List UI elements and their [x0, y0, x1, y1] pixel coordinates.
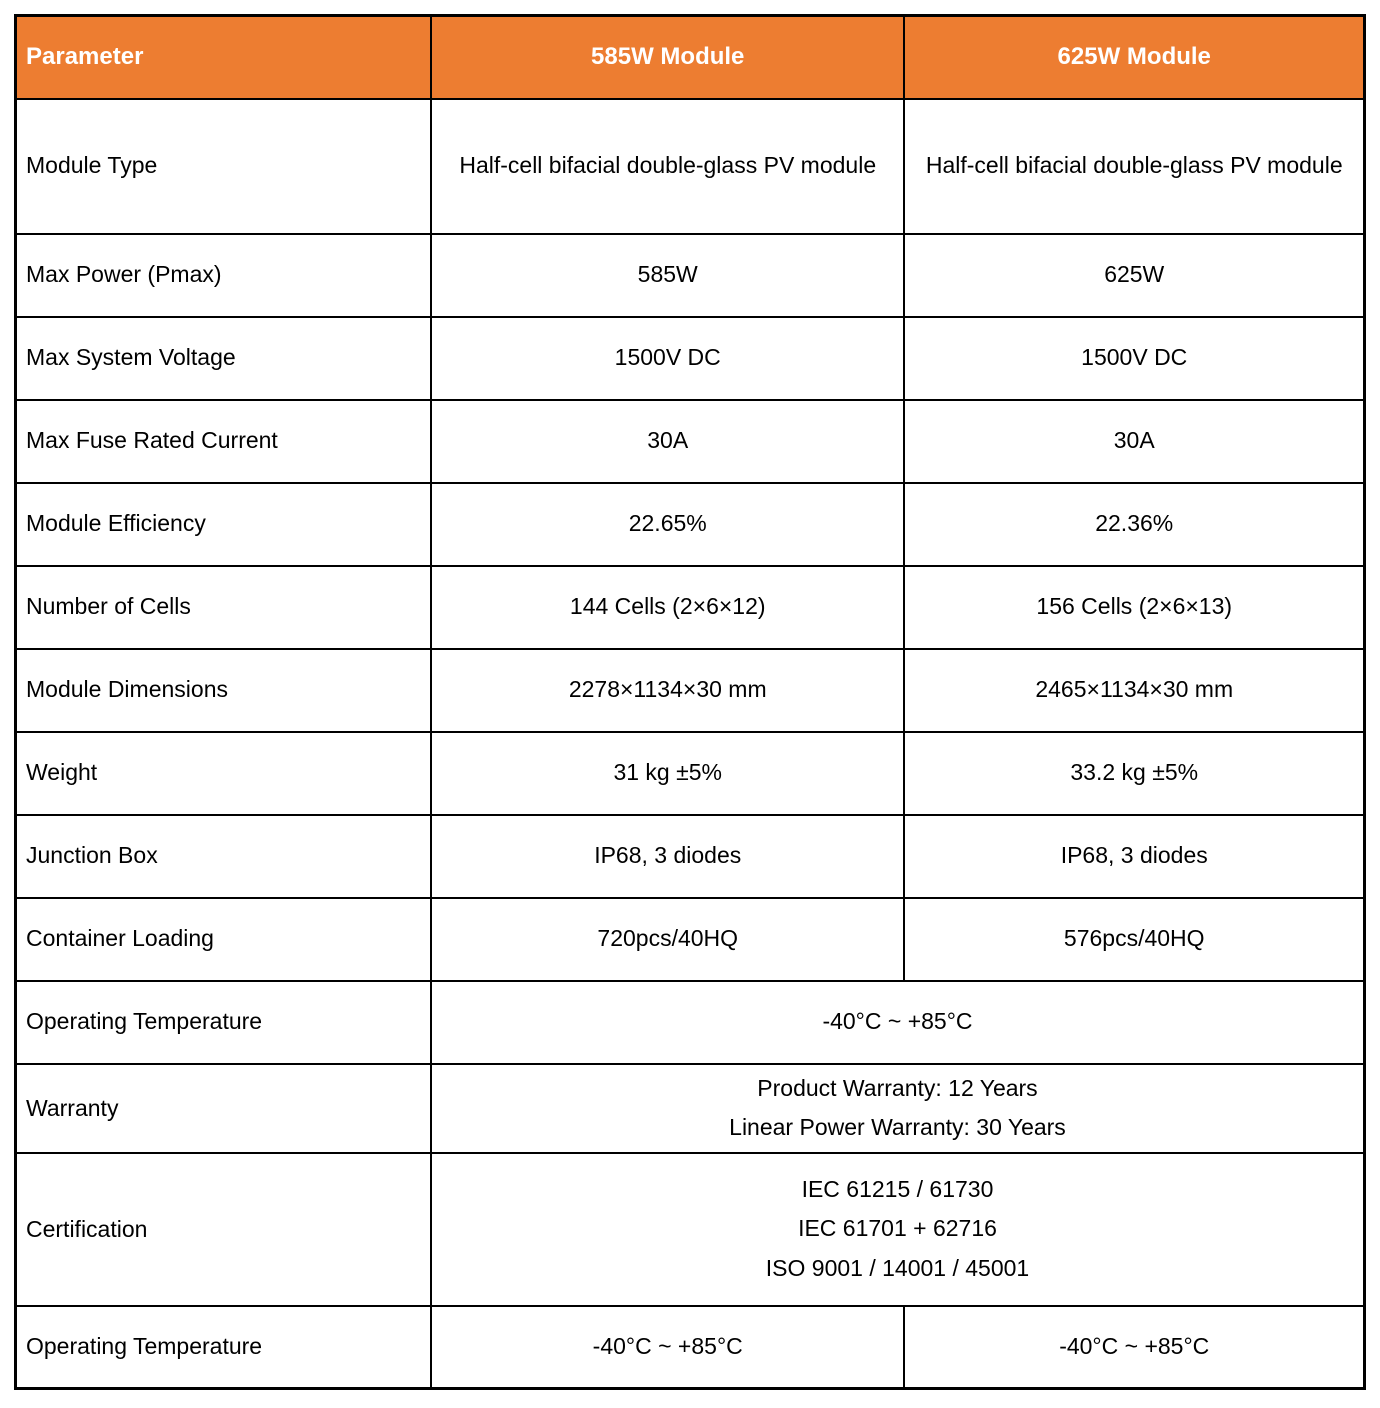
- header-row: [16, 16, 1365, 99]
- value-cell-spanned: [431, 1153, 1365, 1306]
- warranty-line-linear-power: Linear Power Warranty: 30 Years: [729, 1114, 1066, 1141]
- param-cell: Module Dimensions: [16, 649, 431, 732]
- table-row-warranty: [16, 1064, 1365, 1153]
- spec-table: [14, 14, 1366, 1390]
- certification-line-2: IEC 61701 + 62716: [798, 1215, 997, 1242]
- param-cell: Max System Voltage: [16, 317, 431, 400]
- value-cell-585: 22.65%: [431, 483, 904, 566]
- column-header-parameter: Parameter: [16, 16, 431, 99]
- certification-line-3: ISO 9001 / 14001 / 45001: [765, 1254, 1030, 1281]
- table-row-max-power: [16, 234, 1365, 317]
- value-cell-585: 585W: [431, 234, 904, 317]
- column-header-585w-module: 585W Module: [431, 16, 904, 99]
- value-cell-spanned: [431, 1064, 1365, 1153]
- value-cell-625: 22.36%: [904, 483, 1364, 566]
- table-row-operating-temperature-2: [16, 1306, 1365, 1389]
- param-cell: Operating Temperature: [16, 981, 431, 1064]
- param-cell: Container Loading: [16, 898, 431, 981]
- value-cell-625: 2465×1134×30 mm: [904, 649, 1364, 732]
- param-cell: Max Fuse Rated Current: [16, 400, 431, 483]
- value-cell-625: 33.2 kg ±5%: [904, 732, 1364, 815]
- table-row-module-type: [16, 99, 1365, 234]
- param-cell: Junction Box: [16, 815, 431, 898]
- table-row-weight: [16, 732, 1365, 815]
- value-cell-625: -40°C ~ +85°C: [904, 1306, 1364, 1389]
- value-cell-625: 1500V DC: [904, 317, 1364, 400]
- value-cell-625: IP68, 3 diodes: [904, 815, 1364, 898]
- value-cell-625: 30A: [904, 400, 1364, 483]
- value-cell-585: 144 Cells (2×6×12): [431, 566, 904, 649]
- value-cell-585: 720pcs/40HQ: [431, 898, 904, 981]
- table-row-module-dimensions: [16, 649, 1365, 732]
- table-row-container-loading: [16, 898, 1365, 981]
- param-cell: Operating Temperature: [16, 1306, 431, 1389]
- table-row-max-system-voltage: [16, 317, 1365, 400]
- table-row-module-efficiency: [16, 483, 1365, 566]
- value-cell-585: 2278×1134×30 mm: [431, 649, 904, 732]
- param-cell: Warranty: [16, 1064, 431, 1153]
- param-cell: Weight: [16, 732, 431, 815]
- value-cell-585: IP68, 3 diodes: [431, 815, 904, 898]
- param-cell: Certification: [16, 1153, 431, 1306]
- value-cell-625: 625W: [904, 234, 1364, 317]
- value-cell-585: 30A: [431, 400, 904, 483]
- table-row-operating-temperature: [16, 981, 1365, 1064]
- param-cell: Module Type: [16, 99, 431, 234]
- value-cell-spanned: -40°C ~ +85°C: [431, 981, 1365, 1064]
- table-row-number-of-cells: [16, 566, 1365, 649]
- value-cell-625: 576pcs/40HQ: [904, 898, 1364, 981]
- param-cell: Max Power (Pmax): [16, 234, 431, 317]
- value-cell-585: -40°C ~ +85°C: [431, 1306, 904, 1389]
- value-cell-585: Half-cell bifacial double-glass PV module: [431, 99, 904, 234]
- warranty-line-product: Product Warranty: 12 Years: [757, 1074, 1038, 1101]
- table-row-certification: [16, 1153, 1365, 1306]
- value-cell-625: Half-cell bifacial double-glass PV module: [904, 99, 1364, 234]
- value-cell-585: 31 kg ±5%: [431, 732, 904, 815]
- param-cell: Module Efficiency: [16, 483, 431, 566]
- table-row-max-fuse-rated-current: [16, 400, 1365, 483]
- table-row-junction-box: [16, 815, 1365, 898]
- certification-line-1: IEC 61215 / 61730: [801, 1175, 994, 1202]
- column-header-625w-module: 625W Module: [904, 16, 1364, 99]
- param-cell: Number of Cells: [16, 566, 431, 649]
- value-cell-585: 1500V DC: [431, 317, 904, 400]
- value-cell-625: 156 Cells (2×6×13): [904, 566, 1364, 649]
